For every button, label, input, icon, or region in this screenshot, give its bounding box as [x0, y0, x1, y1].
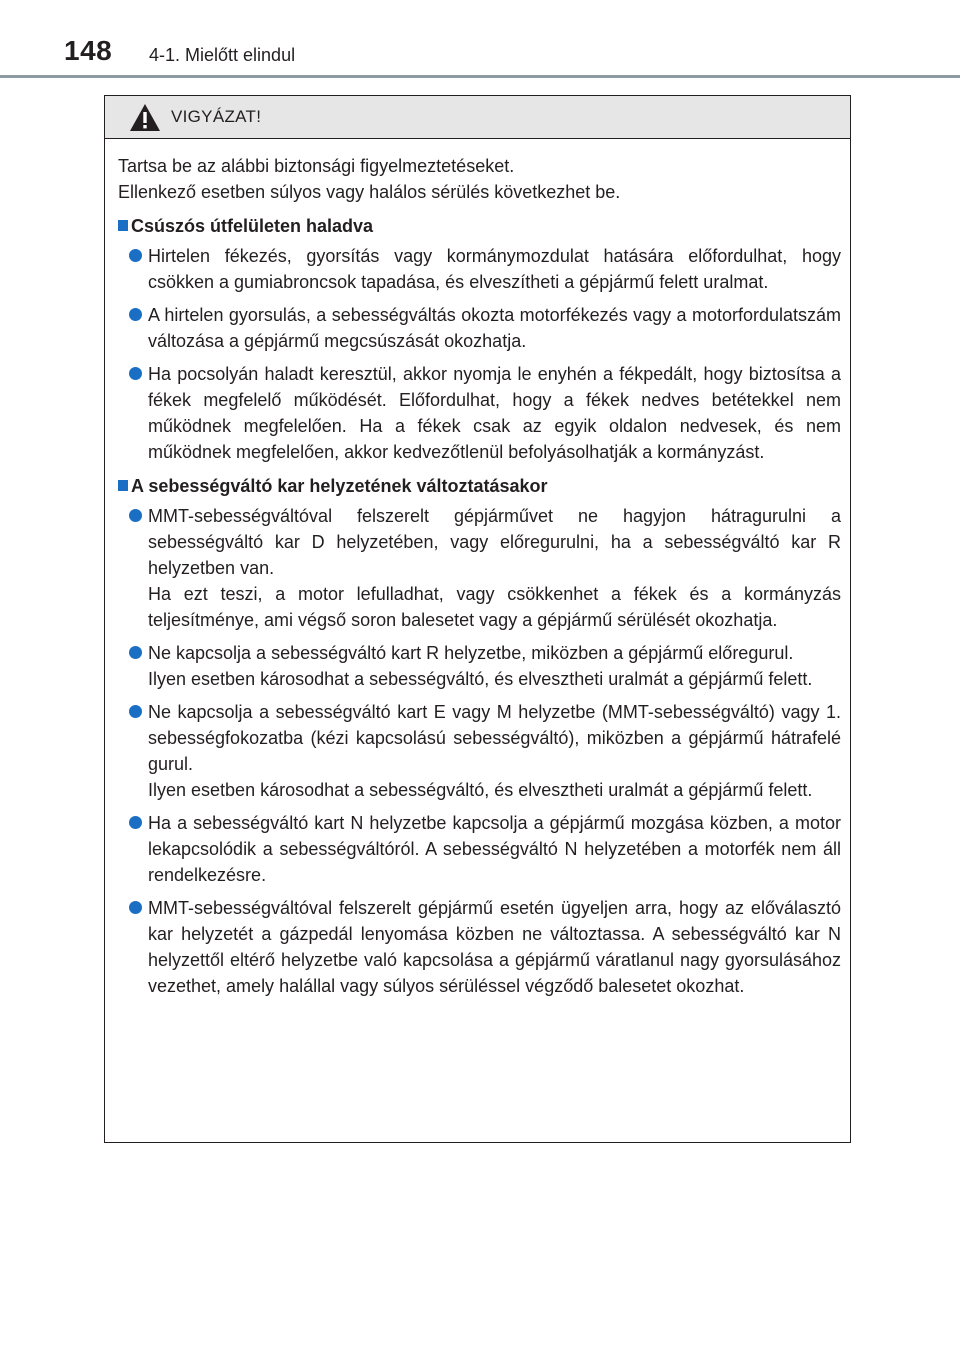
bullet-dot-icon — [129, 509, 142, 522]
section-title: 4-1. Mielőtt elindul — [149, 45, 296, 65]
intro-line: Ellenkező esetben súlyos vagy halálos sérülés következhet be. — [118, 182, 621, 202]
bullet-dot-icon — [129, 646, 142, 659]
item-text: Ha a sebességváltó kart N helyzetbe kapcsolja a gépjármű mozgása közben, a motor lekapcsolódik a sebességváltóról. A sebességváltó N helyzetében a motorfék nem áll rendelkezésre. — [148, 813, 841, 885]
list-item — [118, 503, 841, 633]
list-item — [118, 243, 841, 295]
list-item — [118, 640, 841, 692]
bullet-dot-icon — [129, 705, 142, 718]
bullet-dot-icon — [129, 249, 142, 262]
item-text: MMT-sebességváltóval felszerelt gépjárművet ne hagyjon hátragurulni a sebességváltó kar D helyzetében, vagy előregurulni, ha a sebességváltó kar R helyzetben van. — [148, 506, 841, 578]
list-item — [118, 699, 841, 803]
bullet-dot-icon — [129, 367, 142, 380]
bullet-dot-icon — [129, 816, 142, 829]
bullet-dot-icon — [129, 308, 142, 321]
item-text: MMT-sebességváltóval felszerelt gépjármű esetén ügyeljen arra, hogy az előválasztó kar helyzetét a gázpedál lenyomása közben ne változtassa. A sebességváltó kar N helyzettől eltérő helyzetbe való kapcsolása a gépjármű váratlanul nagy gyorsulásához vezethet, amely halállal vagy súlyos sérüléssel végződő balesetet okozhat. — [148, 898, 841, 996]
section-heading-text: A sebességváltó kar helyzetének változtatásakor — [131, 476, 548, 496]
item-text: Ne kapcsolja a sebességváltó kart E vagy M helyzetbe (MMT-sebességváltó) vagy 1. sebességfokozatba (kézi kapcsolású sebességváltó), miközben a gépjármű hátrafelé gurul. — [148, 702, 841, 774]
intro-line: Tartsa be az alábbi biztonsági figyelmeztetéseket. — [118, 156, 515, 176]
warning-triangle-icon — [129, 103, 161, 132]
section-heading-text: Csúszós útfelületen haladva — [131, 216, 374, 236]
bullet-square-icon — [118, 220, 128, 231]
section-heading — [118, 213, 841, 239]
bullet-square-icon — [118, 480, 128, 491]
item-text: Ilyen esetben károsodhat a sebességváltó, és elvesztheti uralmát a gépjármű felett. — [148, 669, 813, 689]
list-item — [118, 810, 841, 888]
item-text: Ne kapcsolja a sebességváltó kart R helyzetbe, miközben a gépjármű előregurul. — [148, 643, 794, 663]
bullet-dot-icon — [129, 901, 142, 914]
item-text: Ha pocsolyán haladt keresztül, akkor nyomja le enyhén a fékpedált, hogy biztosítsa a fékek megfelelő működését. Előfordulhat, hogy a fékek nedves betétekkel nem működnek megfelelően. Ha a fékek csak az egyik oldalon nedvesek, és nem működnek megfelelően, akkor kedvezőtlenül befolyásolhatják a kormányzást. — [148, 364, 841, 462]
item-text: A hirtelen gyorsulás, a sebességváltás okozta motorfékezés vagy a motorfordulatszám változása a gépjármű megcsúszását okozhatja. — [148, 305, 841, 351]
page-header — [0, 0, 960, 80]
section-heading — [118, 473, 841, 499]
item-text: Hirtelen fékezés, gyorsítás vagy kormánymozdulat hatására előfordulhat, hogy csökken a gumiabroncsok tapadása, és elveszítheti a gépjármű felett uralmat. — [148, 246, 841, 292]
header-divider — [0, 75, 960, 78]
list-item — [118, 361, 841, 465]
item-text: Ha ezt teszi, a motor lefulladhat, vagy csökkenhet a fékek és a kormányzás teljesítménye, ami végső soron balesetet vagy a gépjármű sérülését okozhatja. — [148, 584, 841, 630]
list-item — [118, 895, 841, 999]
warning-title: VIGYÁZAT! — [171, 107, 262, 126]
warning-content — [105, 139, 850, 999]
warning-box — [104, 95, 851, 1143]
item-text: Ilyen esetben károsodhat a sebességváltó, és elvesztheti uralmát a gépjármű felett. — [148, 780, 813, 800]
list-item — [118, 302, 841, 354]
warning-header — [105, 96, 850, 139]
page-number: 148 — [64, 35, 113, 66]
